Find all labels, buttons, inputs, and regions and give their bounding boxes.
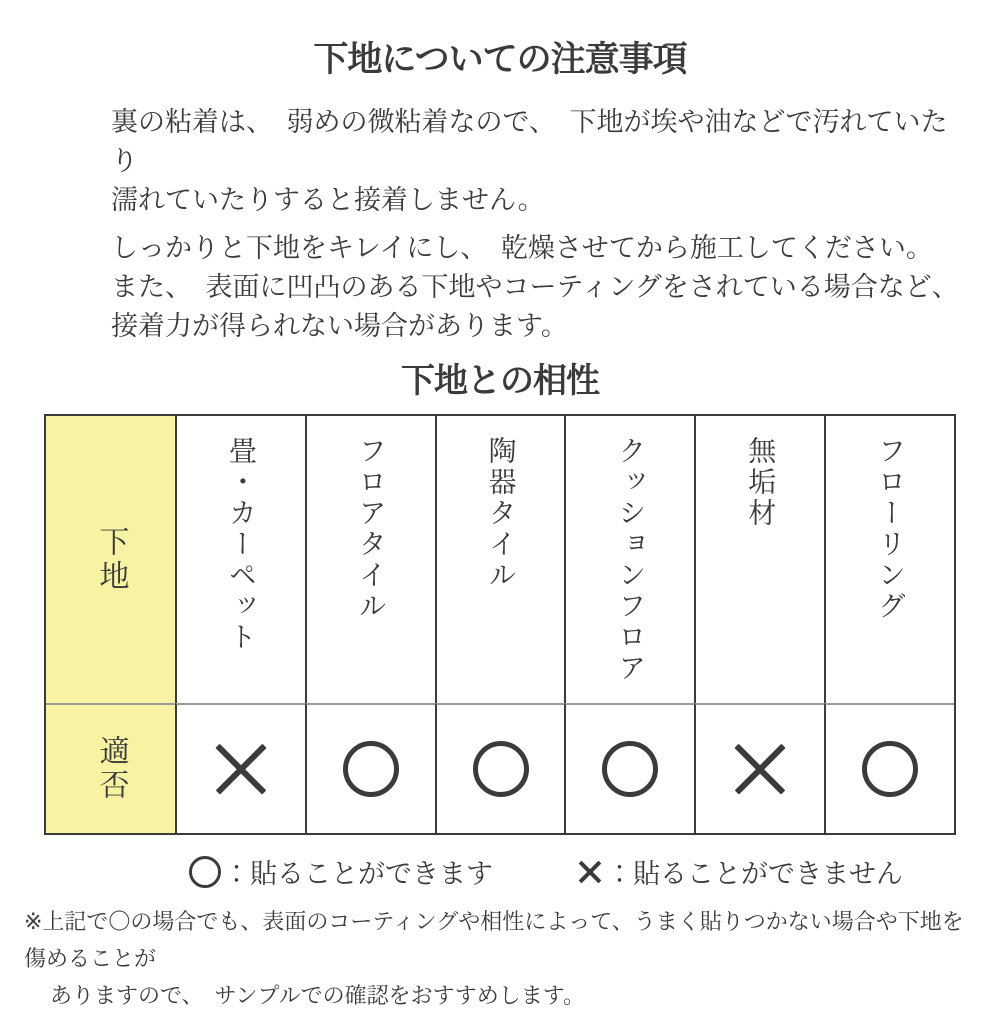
suitability-cell <box>175 703 305 833</box>
table-column-header <box>305 416 435 703</box>
table-column-header <box>435 416 565 703</box>
legend-item <box>577 852 903 891</box>
circle-mark-icon <box>343 741 399 797</box>
suitability-cell <box>564 703 694 833</box>
circle-mark-icon <box>473 741 529 797</box>
intro-line: しっかりと下地をキレイにし、 乾燥させてから施工してください。 <box>111 233 933 263</box>
table-column-header-label: クッションフロア <box>615 436 647 684</box>
legend-item <box>189 852 493 891</box>
table-column-header-label: フローリング <box>875 436 907 622</box>
table-column-header <box>694 416 824 703</box>
footnote <box>24 903 984 1014</box>
row-header-suitability-label: 適否 <box>94 735 128 803</box>
intro-text <box>111 103 971 346</box>
table-column-header <box>175 416 305 703</box>
footnote-line: ありますので、 サンプルでの確認をおすすめします。 <box>50 983 586 1008</box>
intro-line: 接着力が得られない場合があります。 <box>111 311 568 341</box>
legend-cross-icon <box>577 859 603 885</box>
compatibility-table <box>44 414 956 835</box>
row-header-substrate <box>46 416 175 703</box>
cross-mark-icon <box>209 737 273 801</box>
row-header-substrate-label: 下地 <box>94 525 128 594</box>
page-title: 下地についての注意事項 <box>313 40 687 79</box>
legend-text: ：貼ることができません <box>606 859 903 889</box>
intro-line: また、 表面に凹凸のある下地やコーティングをされている場合など、 <box>111 272 959 302</box>
table-column-header-label: 陶器タイル <box>485 436 517 591</box>
legend-text: ：貼ることができます <box>223 859 493 889</box>
circle-mark-icon <box>602 741 658 797</box>
footnote-line: ※上記で〇の場合でも、表面のコーティングや相性によって、うまく貼りつかない場合や下地を傷めることが <box>24 909 964 971</box>
suitability-cell <box>305 703 435 833</box>
suitability-cell <box>694 703 824 833</box>
suitability-cell <box>824 703 954 833</box>
intro-line: 濡れていたりすると接着しません。 <box>111 185 545 215</box>
row-header-suitability <box>46 703 175 833</box>
table-column-header <box>824 416 954 703</box>
suitability-cell <box>435 703 565 833</box>
legend <box>189 852 903 891</box>
table-column-header-label: フロアタイル <box>355 436 387 622</box>
legend-circle-icon <box>189 856 221 888</box>
circle-mark-icon <box>862 741 918 797</box>
intro-line: 裏の粘着は、 弱めの微粘着なので、 下地が埃や油などで汚れていたり <box>111 107 948 176</box>
cross-mark-icon <box>728 737 792 801</box>
table-column-header <box>564 416 694 703</box>
table-column-header-label: 畳・カーペット <box>225 436 257 653</box>
table-column-header-label: 無垢材 <box>745 436 777 529</box>
compatibility-section-title: 下地との相性 <box>401 362 599 400</box>
